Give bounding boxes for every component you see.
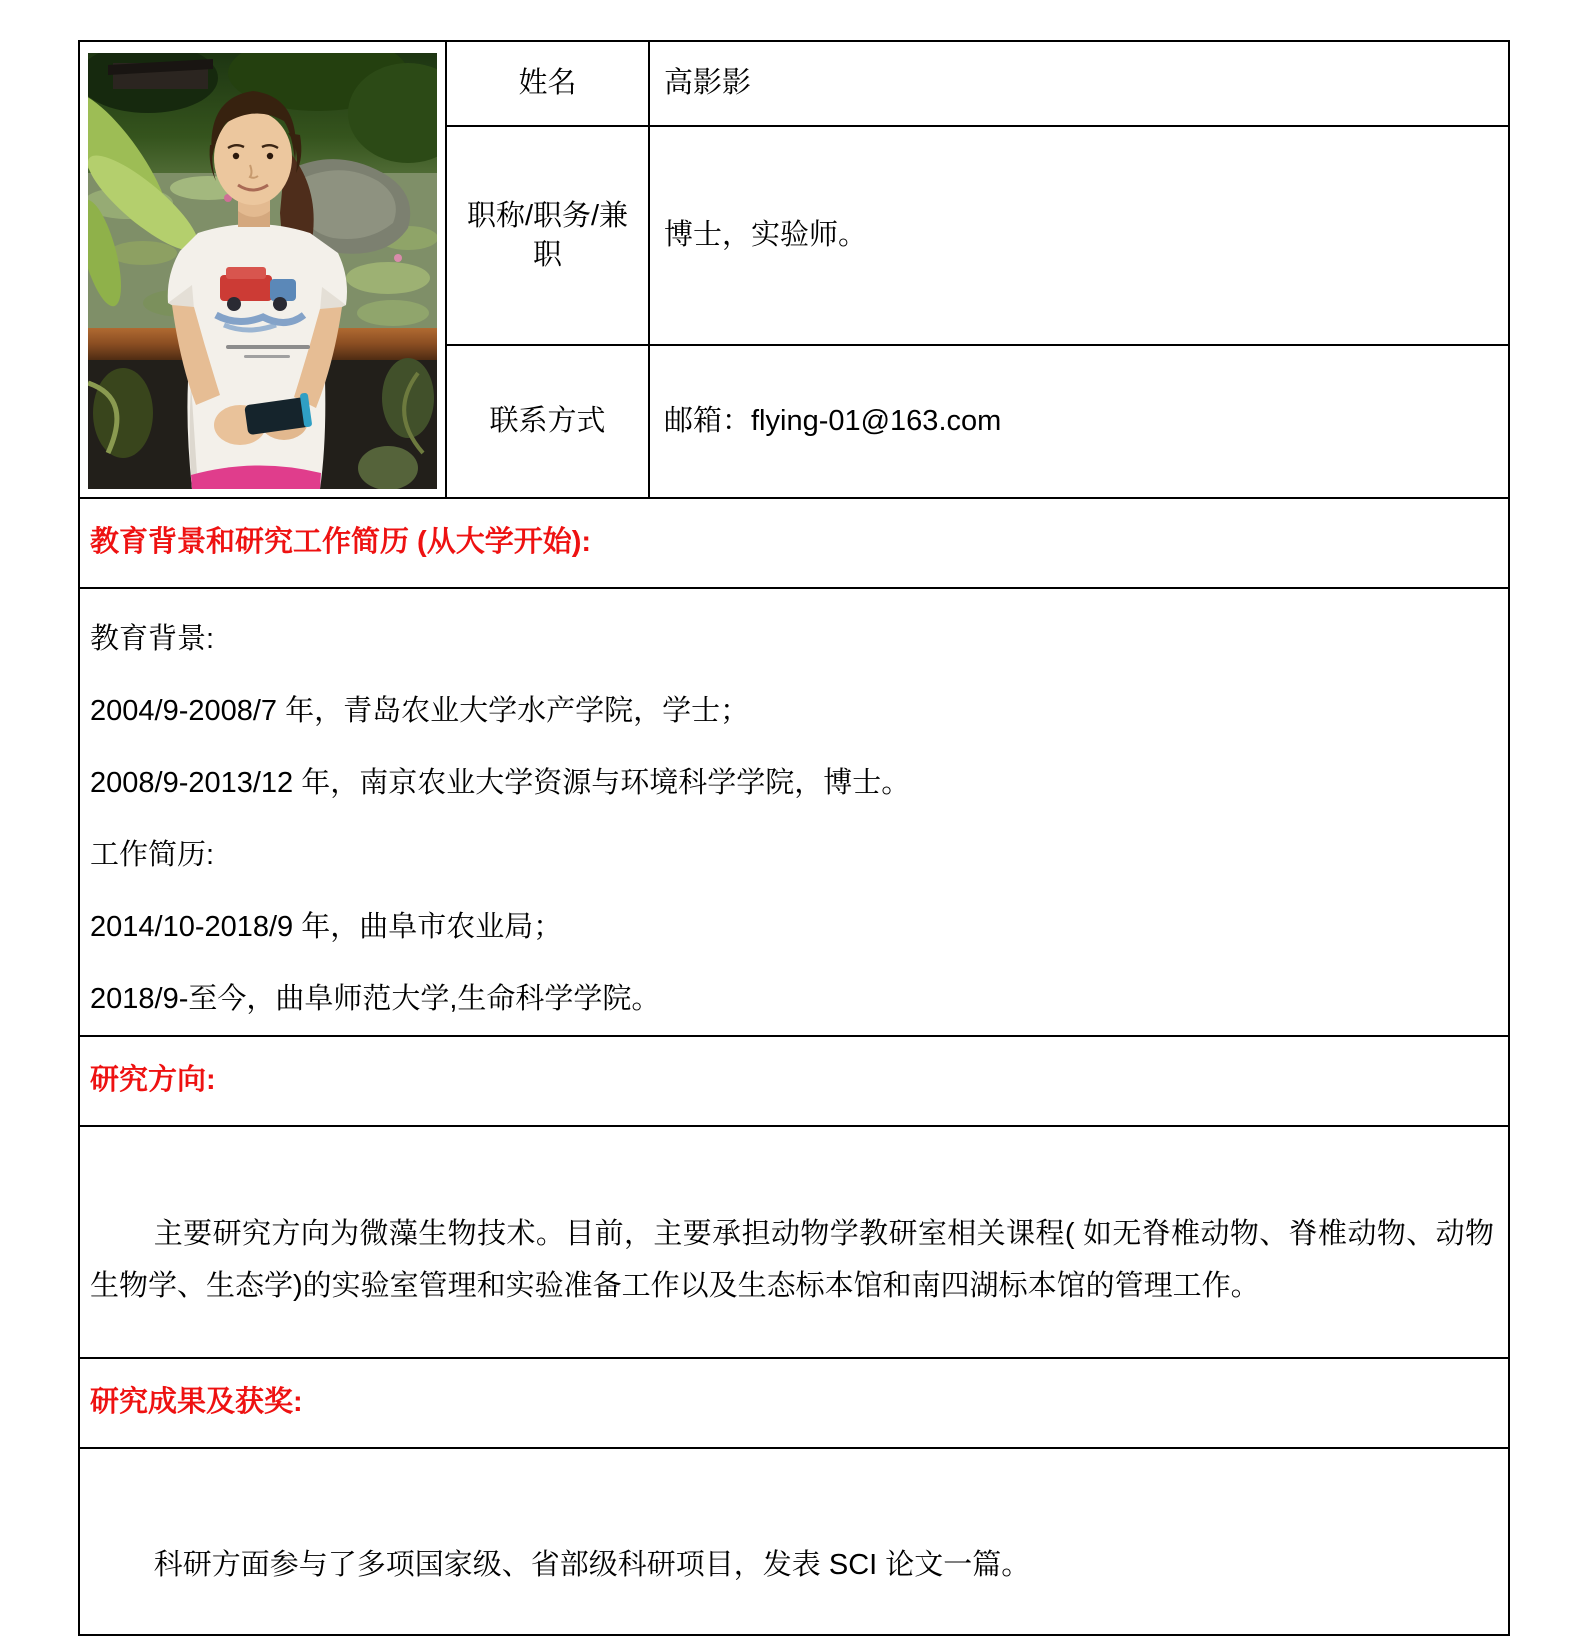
education-line: 2004/9-2008/7 年，青岛农业大学水产学院，学士； (90, 695, 750, 727)
education-line: 工作简历: (90, 839, 215, 871)
education-line: 教育背景: (90, 623, 215, 655)
education-line: 2018/9-至今，曲阜师范大学,生命科学学院。 (90, 983, 661, 1015)
field-label-contact: 联系方式 (446, 345, 649, 498)
section-title-awards: 研究成果及获奖: (79, 1358, 1509, 1448)
education-line: 2014/10-2018/9 年，曲阜市农业局； (90, 911, 563, 943)
section-body-education (79, 588, 1509, 1036)
profile-document (78, 40, 1508, 1636)
section-body-research (79, 1126, 1509, 1358)
section-title-education: 教育背景和研究工作简历 (从大学开始): (79, 498, 1509, 588)
photo-cell (79, 41, 446, 498)
profile-table (78, 40, 1510, 1636)
profile-photo (88, 53, 437, 489)
field-value-contact-email: 邮箱：flying-01@163.com (649, 345, 1509, 498)
field-value-name: 高影影 (649, 41, 1509, 126)
field-label-name: 姓名 (446, 41, 649, 126)
research-paragraph: 主要研究方向为微藻生物技术。目前，主要承担动物学教研室相关课程( 如无脊椎动物、脊椎动物、动物生物学、生态学)的实验室管理和实验准备工作以及生态标本馆和南四湖标本馆的管理工作。 (90, 1218, 1494, 1302)
awards-paragraph: 科研方面参与了多项国家级、省部级科研项目，发表 SCI 论文一篇。 (153, 1548, 1031, 1581)
field-label-title: 职称/职务/兼职 (446, 126, 649, 345)
field-value-title: 博士，实验师。 (649, 126, 1509, 345)
section-body-awards (79, 1448, 1509, 1635)
section-title-research: 研究方向: (79, 1036, 1509, 1126)
education-line: 2008/9-2013/12 年，南京农业大学资源与环境科学学院，博士。 (90, 767, 911, 799)
